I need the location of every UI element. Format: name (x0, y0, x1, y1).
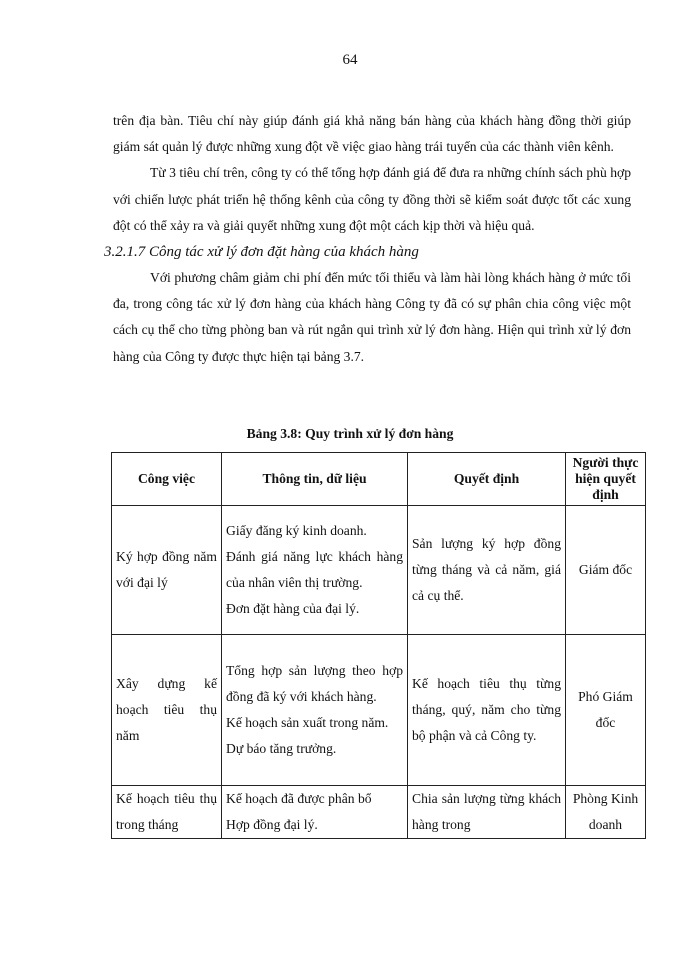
table-row (112, 786, 646, 839)
section-heading: 3.2.1.7 Công tác xử lý đơn đặt hàng của khách hàng (104, 244, 419, 261)
cell-task: Xây dựng kế hoạch tiêu thụ năm (112, 635, 222, 786)
info-line: Đánh giá năng lực khách hàng của nhân viên thị trường. (226, 549, 403, 590)
table-row (112, 635, 646, 786)
cell-person: Phòng Kinh doanh (566, 786, 646, 839)
header-decision: Quyết định (408, 453, 566, 506)
info-line: Đơn đặt hàng của đại lý. (226, 601, 360, 616)
cell-task: Ký hợp đồng năm với đại lý (112, 506, 222, 635)
cell-person: Phó Giám đốc (566, 635, 646, 786)
paragraph-1: trên địa bàn. Tiêu chí này giúp đánh giá khả năng bán hàng của khách hàng đồng thời giúp giám sát quản lý được những xung đột về việc giao hàng trái tuyến của các thành viên kênh. (113, 113, 631, 155)
order-process-table (111, 452, 646, 839)
info-line: Tổng hợp sản lượng theo hợp đồng đã ký với khách hàng. (226, 663, 403, 704)
paragraph-2: Từ 3 tiêu chí trên, công ty có thể tổng hợp đánh giá để đưa ra những chính sách phù hợp với chiến lược phát triển hệ thống kênh của công ty đồng thời sẽ kiểm soát được tốt các xung đột có thể xảy ra và giải quyết những xung đột một cách kịp thời và hiệu quả. (113, 165, 631, 233)
info-line: Giấy đăng ký kinh doanh. (226, 523, 367, 538)
info-line: Hợp đồng đại lý. (226, 817, 318, 832)
cell-info (222, 635, 408, 786)
table-caption: Bảng 3.8: Quy trình xử lý đơn hàng (246, 426, 454, 441)
cell-decision: Kế hoạch tiêu thụ từng tháng, quý, năm cho từng bộ phận và cả Công ty. (408, 635, 566, 786)
cell-info (222, 786, 408, 839)
info-line: Kế hoạch đã được phân bổ (226, 791, 372, 806)
table-row (112, 506, 646, 635)
cell-task: Kế hoạch tiêu thụ trong tháng (112, 786, 222, 839)
header-info: Thông tin, dữ liệu (222, 453, 408, 506)
body-text (104, 108, 631, 370)
cell-decision: Chia sản lượng từng khách hàng trong (408, 786, 566, 839)
cell-info (222, 506, 408, 635)
info-line: Kế hoạch sản xuất trong năm. (226, 715, 389, 730)
header-person: Người thực hiện quyết định (566, 453, 646, 506)
info-line: Dự báo tăng trưởng. (226, 741, 337, 756)
page-number: 64 (342, 52, 358, 68)
header-task: Công việc (112, 453, 222, 506)
table-header-row (112, 453, 646, 506)
cell-person: Giám đốc (566, 506, 646, 635)
paragraph-3: Với phương châm giảm chi phí đến mức tối thiểu và làm hài lòng khách hàng ở mức tối đa, trong công tác xử lý đơn hàng của khách hàng Công ty đã có sự phân chia công việc một cách cụ thể cho từng phòng ban và rút ngắn qui trình xử lý đơn hàng. Hiện qui trình xử lý đơn hàng của Công ty được thực hiện tại bảng 3.7. (113, 270, 631, 364)
cell-decision: Sản lượng ký hợp đồng từng tháng và cả năm, giá cả cụ thể. (408, 506, 566, 635)
